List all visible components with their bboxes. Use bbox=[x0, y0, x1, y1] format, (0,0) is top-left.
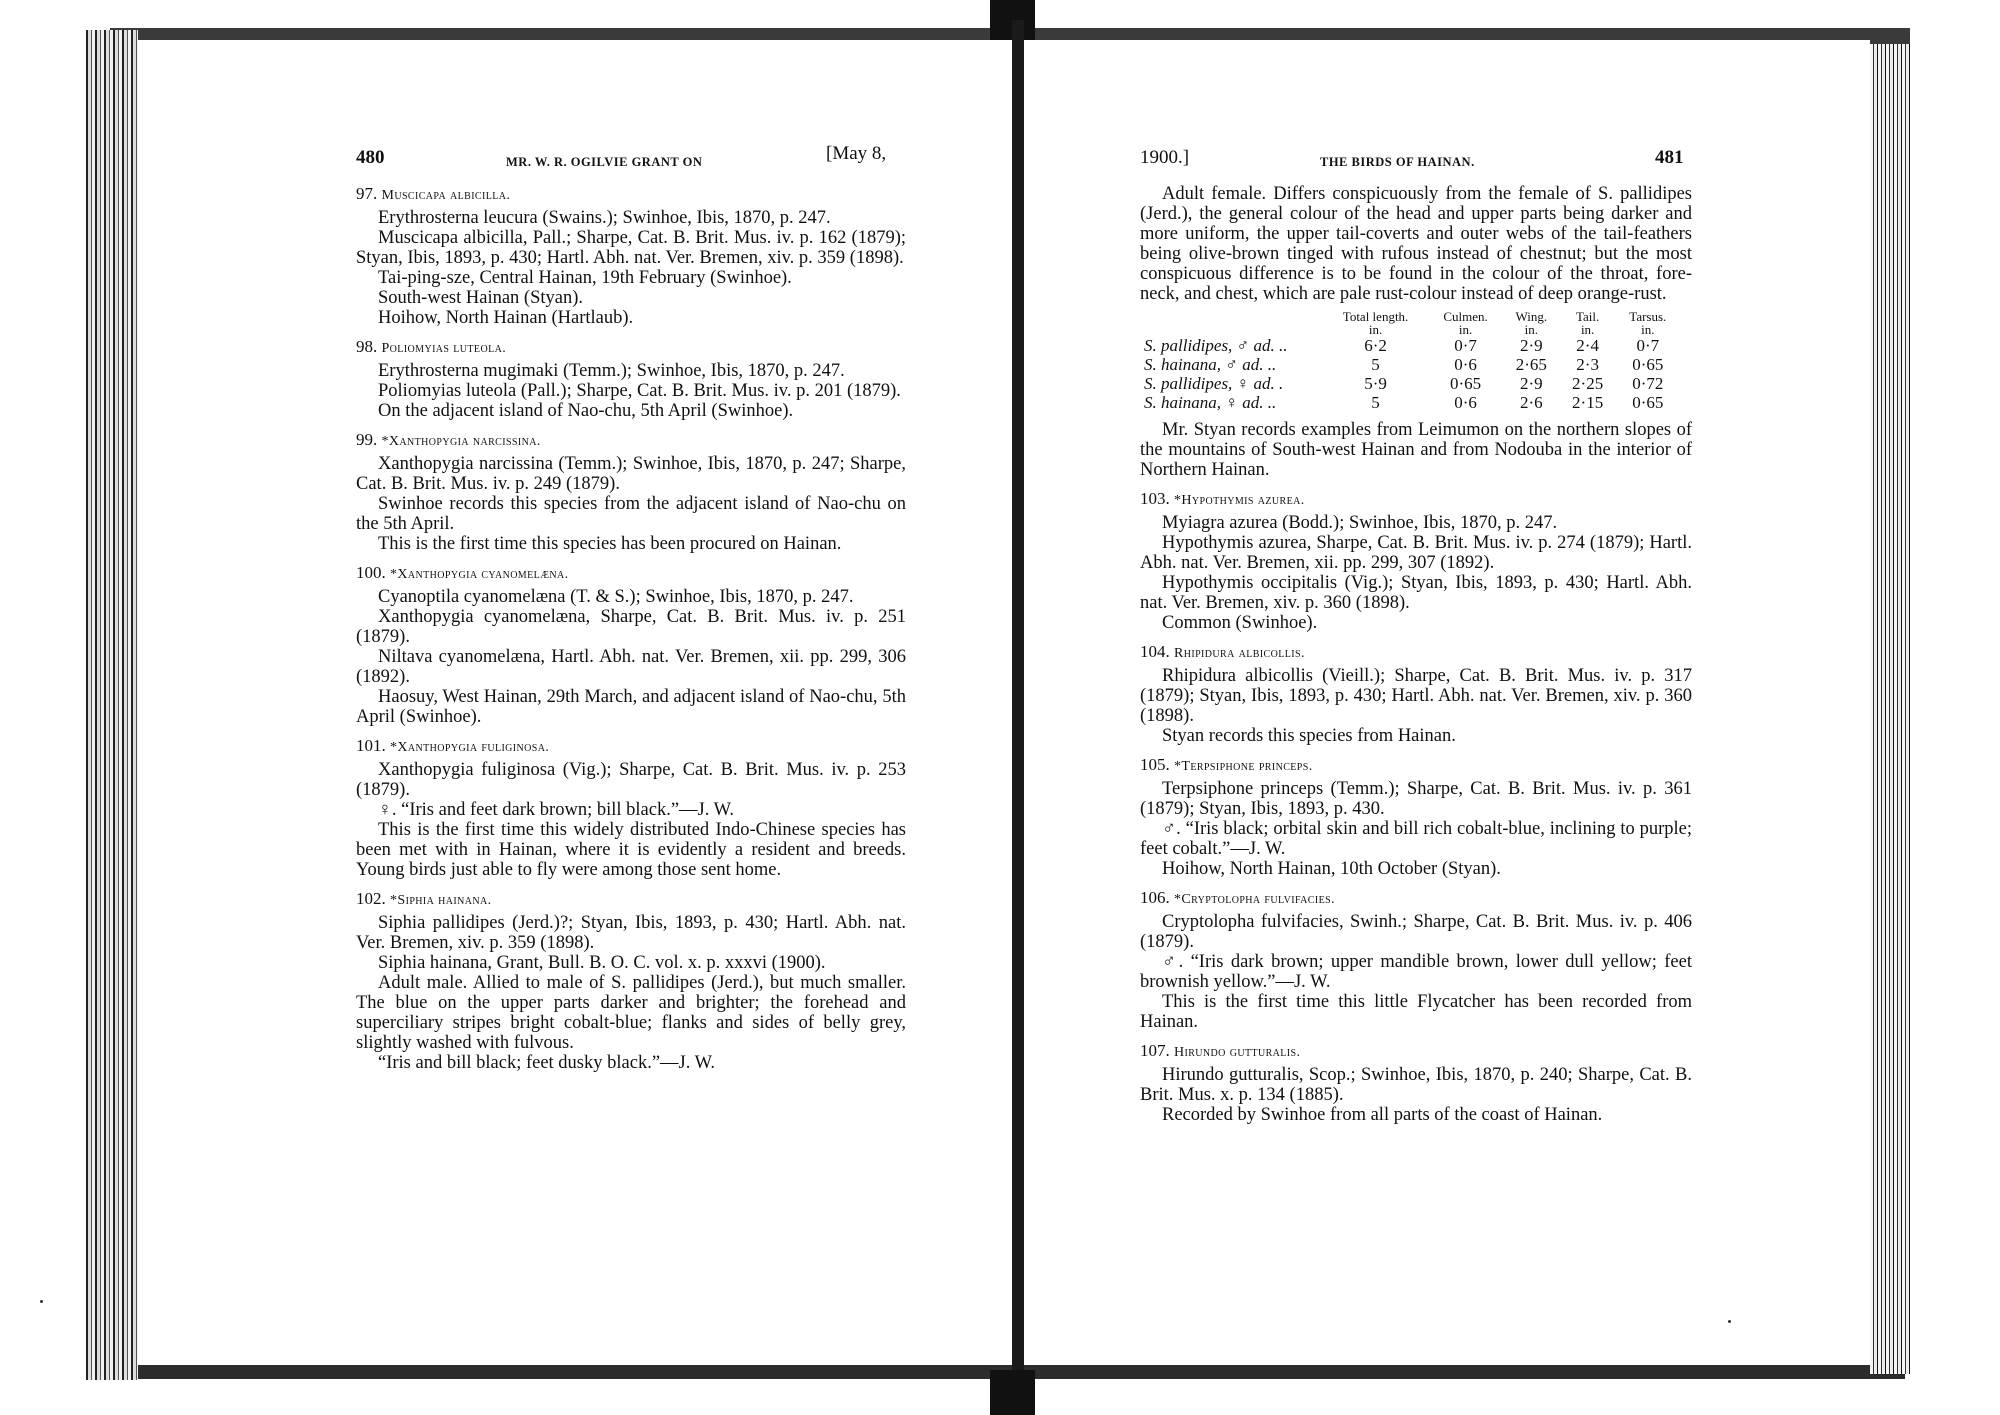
specimen-name: S. pallidipes, ♂ ad. .. bbox=[1144, 336, 1288, 355]
species-heading bbox=[1140, 489, 1692, 511]
right-page-text bbox=[1140, 148, 1692, 1125]
col-unit: in. bbox=[1524, 322, 1539, 337]
species-number: 100. bbox=[356, 563, 390, 582]
measurement-value: 5 bbox=[1371, 355, 1380, 374]
species-name: *Siphia hainana. bbox=[390, 893, 492, 908]
synonymy-reference: Siphia pallidipes (Jerd.)?; Styan, Ibis, 1893, p. 430; Hartl. Abh. nat. Ver. Bremen, xiv. p. 359 (1898). bbox=[356, 913, 906, 953]
page-date-right: 1900.] bbox=[1140, 147, 1190, 168]
spine-bottom bbox=[990, 1370, 1035, 1415]
species-note: Styan records this species from Hainan. bbox=[1162, 726, 1456, 746]
synonymy-reference: Niltava cyanomelæna, Hartl. Abh. nat. Ver. Bremen, xii. pp. 299, 306 (1892). bbox=[356, 647, 906, 687]
page-edges-left bbox=[86, 30, 138, 1380]
species-name: Rhipidura albicollis. bbox=[1174, 646, 1305, 661]
col-header: Wing. bbox=[1515, 309, 1548, 324]
right-page-header bbox=[1140, 148, 1692, 174]
synonymy-reference: Xanthopygia cyanomelæna, Sharpe, Cat. B. Brit. Mus. iv. p. 251 (1879). bbox=[356, 607, 906, 647]
measurement-value: 0·7 bbox=[1454, 336, 1477, 355]
measurement-row bbox=[1140, 336, 1680, 355]
table-corner bbox=[1140, 323, 1323, 336]
species-heading bbox=[356, 889, 906, 911]
page-edges-right bbox=[1870, 44, 1910, 1374]
col-header: Culmen. bbox=[1443, 309, 1488, 324]
running-title-right: THE BIRDS OF HAINAN. bbox=[1320, 155, 1475, 169]
species-note: ♂. “Iris dark brown; upper mandible brown, lower dull yellow; feet brownish yellow.”—J. W. bbox=[1140, 952, 1692, 992]
species-number: 105. bbox=[1140, 755, 1174, 774]
species-number: 107. bbox=[1140, 1041, 1174, 1060]
synonymy-reference: Hypothymis occipitalis (Vig.); Styan, Ibis, 1893, p. 430; Hartl. Abh. nat. Ver. Bremen, xiv. p. 360 (1898). bbox=[1140, 573, 1692, 613]
measurement-value: 0·65 bbox=[1632, 393, 1664, 412]
species-name: *Xanthopygia cyanomelæna. bbox=[390, 567, 569, 582]
synonymy-reference: Poliomyias luteola (Pall.); Sharpe, Cat. B. Brit. Mus. iv. p. 201 (1879). bbox=[378, 381, 901, 401]
species-note: Adult male. Allied to male of S. pallidipes (Jerd.), but much smaller. The blue on the upper parts darker and brighter; the forehead and superciliary stripes bright cobalt-blue; flanks and sides of belly grey, slightly washed with fulvous. bbox=[356, 973, 906, 1053]
styan-records: Mr. Styan records examples from Leimumon on the northern slopes of the mountains of South-west Hainan and from Nodouba in the interior of Northern Hainan. bbox=[1140, 420, 1692, 480]
species-heading bbox=[356, 430, 906, 452]
synonymy-reference: Cyanoptila cyanomelæna (T. & S.); Swinhoe, Ibis, 1870, p. 247. bbox=[378, 587, 854, 607]
synonymy-reference: Terpsiphone princeps (Temm.); Sharpe, Cat. B. Brit. Mus. iv. p. 361 (1879); Styan, Ibis, 1893, p. 430. bbox=[1140, 779, 1692, 819]
species-number: 102. bbox=[356, 889, 390, 908]
measurement-header-row bbox=[1140, 310, 1680, 323]
species-note: “Iris and bill black; feet dusky black.”—J. W. bbox=[378, 1053, 716, 1073]
table-corner bbox=[1140, 310, 1323, 323]
species-note: ♂. “Iris black; orbital skin and bill rich cobalt-blue, inclining to purple; feet cobalt.”—J. W. bbox=[1140, 819, 1692, 859]
species-name: *Xanthopygia fuliginosa. bbox=[390, 740, 550, 755]
female-description: Adult female. Differs conspicuously from the female of S. pallidipes (Jerd.), the general colour of the head and upper parts being darker and more uniform, the upper tail-coverts and outer webs of the tail-feathers being olive-brown tinged with rufous instead of chestnut; but the most conspicuous difference is to be found in the colour of the throat, fore-neck, and chest, which are pale rust-colour instead of deep orange-rust. bbox=[1140, 184, 1692, 304]
species-number: 104. bbox=[1140, 642, 1174, 661]
species-note: ♀. “Iris and feet dark brown; bill black.”—J. W. bbox=[378, 800, 735, 820]
col-unit: in. bbox=[1368, 322, 1383, 337]
measurement-value: 0·65 bbox=[1449, 374, 1482, 393]
species-note: This is the first time this widely distributed Indo-Chinese species has been met with in Hainan, where it is evidently a resident and breeds. Young birds just able to fly were among those sent home. bbox=[356, 820, 906, 880]
species-number: 98. bbox=[356, 337, 382, 356]
measurement-value: 5·9 bbox=[1364, 374, 1387, 393]
speck bbox=[1728, 1320, 1731, 1323]
species-note: This is the first time this little Flycatcher has been recorded from Hainan. bbox=[1140, 992, 1692, 1032]
measurement-value: 0·6 bbox=[1454, 393, 1477, 412]
specimen-name: S. pallidipes, ♀ ad. . bbox=[1144, 374, 1284, 393]
col-unit: in. bbox=[1580, 322, 1595, 337]
synonymy-reference: Siphia hainana, Grant, Bull. B. O. C. vol. x. p. xxxvi (1900). bbox=[378, 953, 826, 973]
col-unit: in. bbox=[1641, 322, 1655, 337]
synonymy-reference: Hypothymis azurea, Sharpe, Cat. B. Brit. Mus. iv. p. 274 (1879); Hartl. Abh. nat. Ver. Bremen, xii. pp. 299, 307 (1892). bbox=[1140, 533, 1692, 573]
species-name: *Xanthopygia narcissina. bbox=[381, 434, 541, 449]
left-entries bbox=[356, 184, 906, 1073]
species-number: 99. bbox=[356, 430, 382, 449]
species-heading bbox=[356, 337, 906, 359]
species-number: 97. bbox=[356, 184, 382, 203]
running-title-left: MR. W. R. OGILVIE GRANT ON bbox=[506, 155, 703, 169]
col-header: Tail. bbox=[1575, 309, 1600, 324]
species-heading bbox=[356, 563, 906, 585]
synonymy-reference: Muscicapa albicilla, Pall.; Sharpe, Cat. B. Brit. Mus. iv. p. 162 (1879); Styan, Ibis, 1893, p. 430; Hartl. Abh. nat. Ver. Bremen, xiv. p. 359 (1898). bbox=[356, 228, 906, 268]
measurement-table bbox=[1140, 310, 1680, 412]
species-heading bbox=[1140, 642, 1692, 664]
measurement-value: 5 bbox=[1371, 393, 1380, 412]
measurement-value: 2·15 bbox=[1572, 393, 1604, 412]
species-name: *Cryptolopha fulvifacies. bbox=[1174, 892, 1335, 907]
species-note: Haosuy, West Hainan, 29th March, and adjacent island of Nao-chu, 5th April (Swinhoe). bbox=[356, 687, 906, 727]
measurement-row bbox=[1140, 355, 1680, 374]
synonymy-reference: Xanthopygia narcissina (Temm.); Swinhoe, Ibis, 1870, p. 247; Sharpe, Cat. B. Brit. Mus. iv. p. 249 (1879). bbox=[356, 454, 906, 494]
measurement-value: 2·6 bbox=[1519, 393, 1543, 412]
measurement-body bbox=[1140, 336, 1680, 412]
species-heading bbox=[1140, 1041, 1692, 1063]
species-note: Common (Swinhoe). bbox=[1162, 613, 1318, 633]
specimen-name: S. hainana, ♂ ad. .. bbox=[1144, 355, 1277, 374]
synonymy-reference: Erythrosterna mugimaki (Temm.); Swinhoe, Ibis, 1870, p. 247. bbox=[378, 361, 845, 381]
col-header: Total length. bbox=[1342, 309, 1409, 324]
species-heading bbox=[356, 184, 906, 206]
species-number: 106. bbox=[1140, 888, 1174, 907]
synonymy-reference: Myiagra azurea (Bodd.); Swinhoe, Ibis, 1870, p. 247. bbox=[1162, 513, 1558, 533]
page-number-left: 480 bbox=[356, 147, 385, 168]
measurement-units-row bbox=[1140, 323, 1680, 336]
measurement-value: 2·9 bbox=[1519, 374, 1543, 393]
species-heading bbox=[356, 736, 906, 758]
measurement-value: 2·9 bbox=[1519, 336, 1543, 355]
measurement-value: 0·7 bbox=[1636, 336, 1660, 355]
locality-record: South-west Hainan (Styan). bbox=[378, 288, 584, 308]
book-gutter bbox=[1012, 20, 1024, 1380]
species-name: Poliomyias luteola. bbox=[381, 341, 507, 356]
measurement-row bbox=[1140, 393, 1680, 412]
species-note: Swinhoe records this species from the adjacent island of Nao-chu on the 5th April. bbox=[356, 494, 906, 534]
synonymy-reference: Erythrosterna leucura (Swains.); Swinhoe, Ibis, 1870, p. 247. bbox=[378, 208, 831, 228]
measurement-value: 2·65 bbox=[1515, 355, 1547, 374]
locality-record: Hoihow, North Hainan (Hartlaub). bbox=[378, 308, 634, 328]
species-heading bbox=[1140, 888, 1692, 910]
measurement-row bbox=[1140, 374, 1680, 393]
species-name: *Hypothymis azurea. bbox=[1174, 493, 1305, 508]
synonymy-reference: Cryptolopha fulvifacies, Swinh.; Sharpe, Cat. B. Brit. Mus. iv. p. 406 (1879). bbox=[1140, 912, 1692, 952]
left-page-text bbox=[356, 143, 906, 1073]
col-header: Tarsus. bbox=[1629, 309, 1667, 324]
species-note: This is the first time this species has been procured on Hainan. bbox=[378, 534, 842, 554]
specimen-name: S. hainana, ♀ ad. .. bbox=[1144, 393, 1277, 412]
species-name: *Terpsiphone princeps. bbox=[1174, 759, 1313, 774]
measurement-value: 0·65 bbox=[1632, 355, 1664, 374]
species-note: Recorded by Swinhoe from all parts of the coast of Hainan. bbox=[1162, 1105, 1603, 1125]
measurement-value: 0·6 bbox=[1454, 355, 1477, 374]
locality-record: Tai-ping-sze, Central Hainan, 19th February (Swinhoe). bbox=[378, 268, 792, 288]
measurement-value: 2·25 bbox=[1572, 374, 1604, 393]
page-date-left: [May 8, bbox=[826, 143, 887, 164]
measurement-value: 2·4 bbox=[1576, 336, 1599, 355]
species-note: Hoihow, North Hainan, 10th October (Styan). bbox=[1162, 859, 1501, 879]
speck bbox=[40, 1300, 43, 1303]
species-name: Muscicapa albicilla. bbox=[381, 188, 511, 203]
synonymy-reference: Xanthopygia fuliginosa (Vig.); Sharpe, Cat. B. Brit. Mus. iv. p. 253 (1879). bbox=[356, 760, 906, 800]
right-entries bbox=[1140, 489, 1692, 1125]
col-unit: in. bbox=[1458, 322, 1473, 337]
measurement-value: 6·2 bbox=[1364, 336, 1387, 355]
left-page-header bbox=[356, 143, 906, 174]
measurement-value: 0·72 bbox=[1632, 374, 1664, 393]
synonymy-reference: Hirundo gutturalis, Scop.; Swinhoe, Ibis, 1870, p. 240; Sharpe, Cat. B. Brit. Mus. x. p. 134 (1885). bbox=[1140, 1065, 1692, 1105]
species-number: 101. bbox=[356, 736, 390, 755]
page-number-right: 481 bbox=[1655, 147, 1684, 168]
synonymy-reference: Rhipidura albicollis (Vieill.); Sharpe, Cat. B. Brit. Mus. iv. p. 317 (1879); Styan, Ibis, 1893, p. 430; Hartl. Abh. nat. Ver. Bremen, xiv. p. 360 (1898). bbox=[1140, 666, 1692, 726]
species-number: 103. bbox=[1140, 489, 1174, 508]
measurement-value: 2·3 bbox=[1576, 355, 1599, 374]
species-heading bbox=[1140, 755, 1692, 777]
locality-record: On the adjacent island of Nao-chu, 5th April (Swinhoe). bbox=[378, 401, 794, 421]
species-name: Hirundo gutturalis. bbox=[1174, 1045, 1301, 1060]
